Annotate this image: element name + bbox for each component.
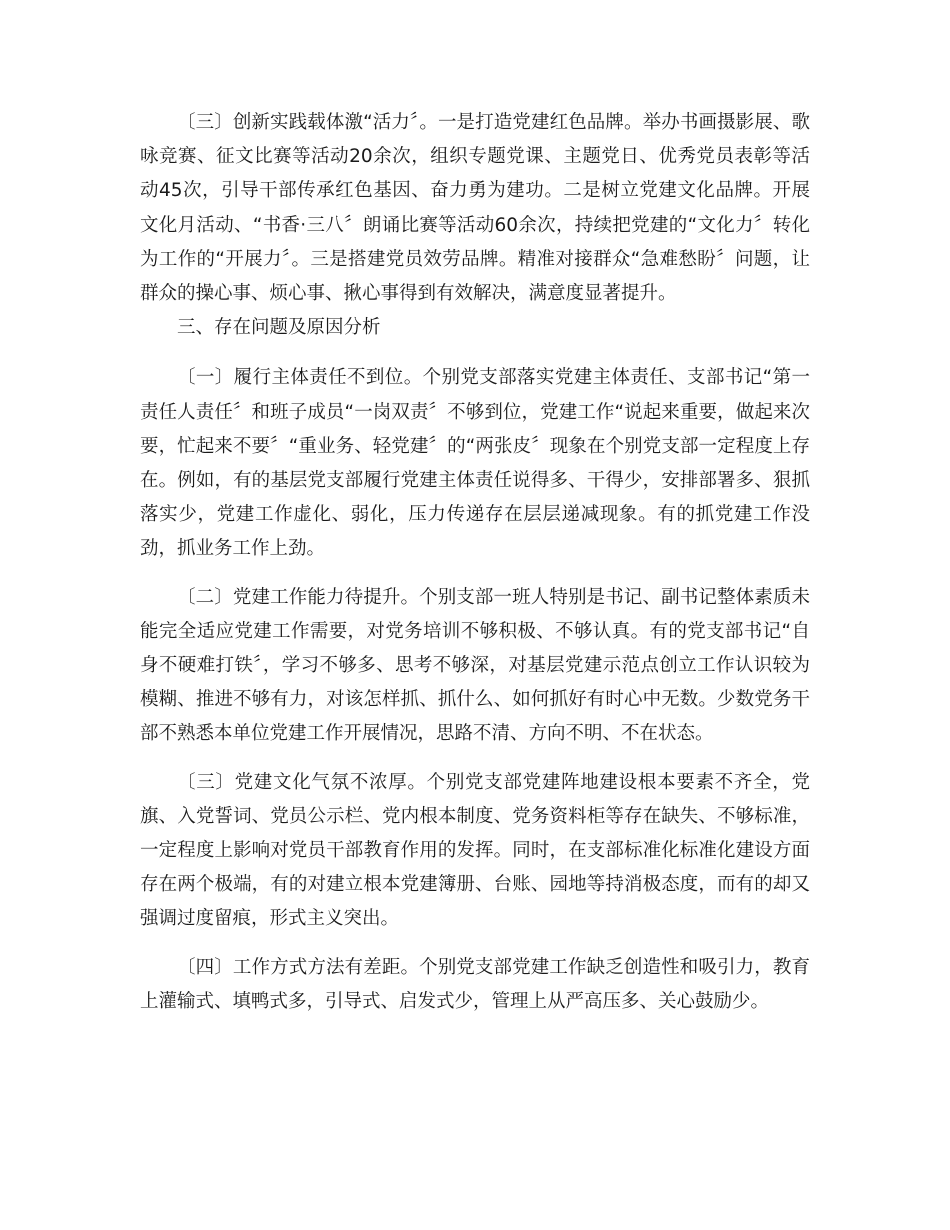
section-heading-problems: 三、存在问题及原因分析 (177, 317, 381, 339)
paragraph-innovation-practice: 〔三〕创新实践载体激“活力〞。一是打造党建红色品牌。举办书画摄影展、歌咏竞赛、征文比赛等活动20余次，组织专题党课、主题党日、优秀党员表彰等活动45次，引导干部传承红色基因、奋力勇为建功。二是树立党建文化品牌。开展文化月活动、“书香·三八〞朗诵比赛等活动60余次，持续把党建的“文化力〞转化为工作的“开展力〞。三是搭建党员效劳品牌。精准对接群众“急难愁盼〞问题，让群众的操心事、烦心事、揪心事得到有效解决，满意度显著提升。 (140, 112, 810, 305)
document-page (140, 106, 810, 1019)
paragraph-capability: 〔二〕党建工作能力待提升。个别支部一班人特别是书记、副书记整体素质未能完全适应党建工作需要，对党务培训不够积极、不够认真。有的党支部书记“自身不硬难打铁〞，学习不够多、思考不够深，对基层党建示范点创立工作认识较为模糊、推进不够有力，对该怎样抓、抓什么、如何抓好有时心中无数。少数党务干部不熟悉本单位党建工作开展情况，思路不清、方向不明、不在状态。 (140, 586, 810, 745)
paragraph-responsibility: 〔一〕履行主体责任不到位。个别党支部落实党建主体责任、支部书记“第一责任人责任〞和班子成员“一岗双责〞不够到位，党建工作“说起来重要，做起来次要，忙起来不要〞“重业务、轻党建〞的“两张皮〞现象在个别党支部一定程度上存在。例如，有的基层党支部履行党建主体责任说得多、干得少，安排部署多、狠抓落实少，党建工作虚化、弱化，压力传递存在层层递减现象。有的抓党建工作没劲，抓业务工作上劲。 (140, 367, 810, 560)
paragraph-culture: 〔三〕党建文化气氛不浓厚。个别党支部党建阵地建设根本要素不齐全，党旗、入党誓词、党员公示栏、党内根本制度、党务资料柜等存在缺失、不够标准，一定程度上影响对党员干部教育作用的发挥。同时，在支部标准化标准化建设方面存在两个极端，有的对建立根本党建簿册、台账、园地等持消极态度，而有的却又强调过度留痕，形式主义突出。 (140, 771, 810, 930)
paragraph-methods: 〔四〕工作方式方法有差距。个别党支部党建工作缺乏创造性和吸引力，教育上灌输式、填鸭式多，引导式、启发式少，管理上从严高压多、关心鼓励少。 (140, 956, 810, 1012)
